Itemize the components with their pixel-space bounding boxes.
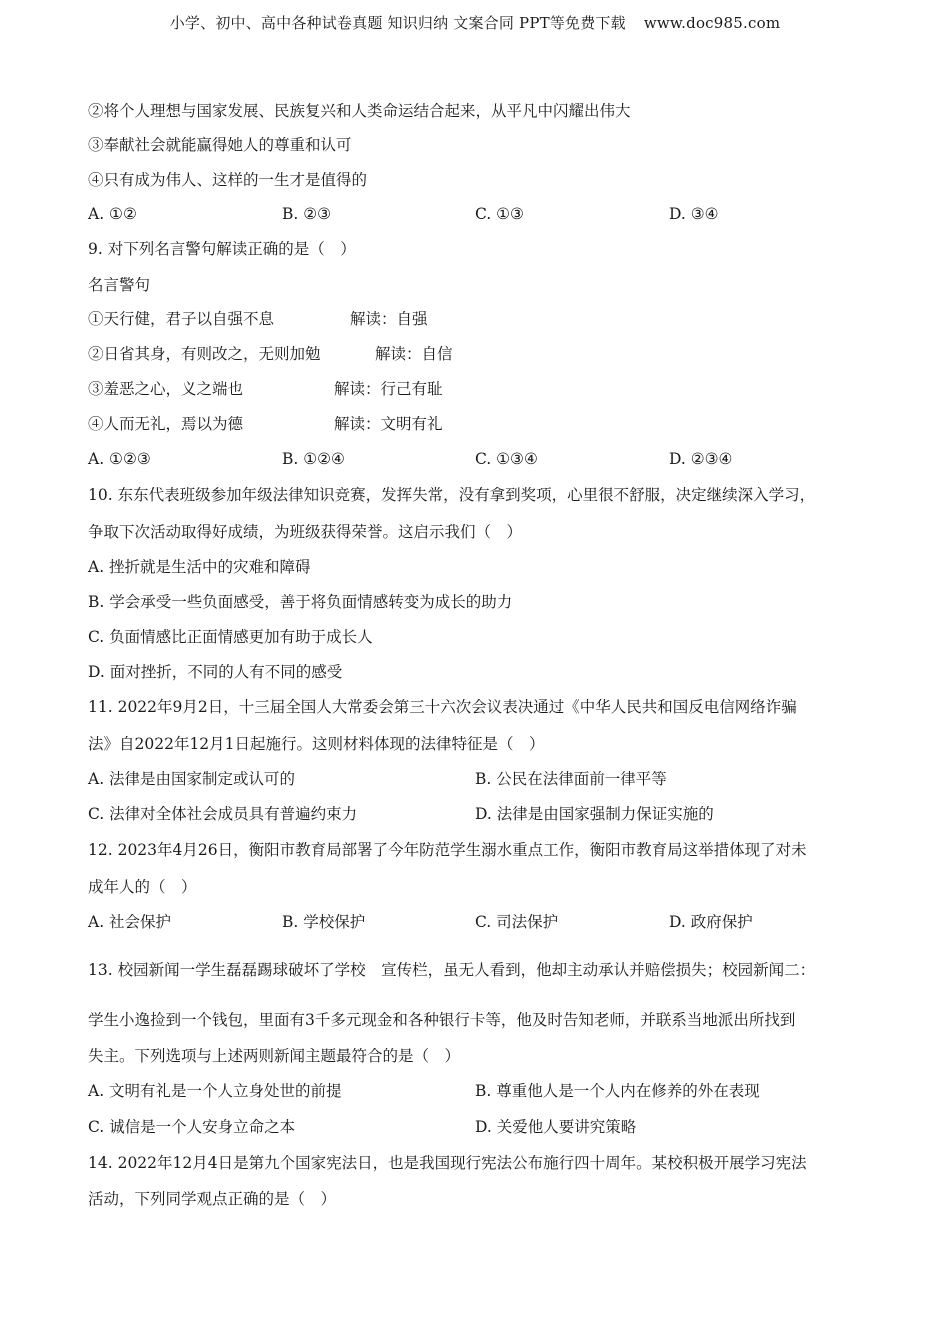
q8-option-b: B. ②③ <box>282 205 332 223</box>
q8-statement-3: ③奉献社会就能赢得她人的尊重和认可 <box>88 136 352 154</box>
q9-reading-1: 解读：自强 <box>350 310 428 328</box>
q12-option-d: D. 政府保护 <box>669 913 753 931</box>
q12-option-c: C. 司法保护 <box>475 913 559 931</box>
q12-stem-line-1: 12. 2023年4月26日，衡阳市教育局部署了今年防范学生溺水重点工作，衡阳市教育局这举措体现了对未 <box>88 841 807 859</box>
q13-option-a: A. 文明有礼是一个人立身处世的前提 <box>88 1082 342 1100</box>
q11-option-c: C. 法律对全体社会成员具有普遍约束力 <box>88 805 358 823</box>
q9-quote-4: ④人而无礼，焉以为德 <box>88 415 244 433</box>
header-left-text: 小学、初中、高中各种试卷真题 知识归纳 文案合同 PPT等免费下载 <box>169 14 626 32</box>
q13-stem-line-3: 失主。下列选项与上述两则新闻主题最符合的是（ ） <box>88 1047 461 1065</box>
q10-option-a: A. 挫折就是生活中的灾难和障碍 <box>88 558 311 576</box>
q11-option-b: B. 公民在法律面前一律平等 <box>475 770 667 788</box>
q12-stem-line-2: 成年人的（ ） <box>88 878 197 896</box>
q14-stem-line-1: 14. 2022年12月4日是第九个国家宪法日，也是我国现行宪法公布施行四十周年。某校积极开展学习宪法 <box>88 1154 807 1172</box>
q8-option-a: A. ①② <box>88 205 137 223</box>
q10-stem-line-1: 10. 东东代表班级参加年级法律知识竞赛，发挥失常，没有拿到奖项，心里很不舒服，决定继续深入学习， <box>88 486 816 504</box>
q12-option-b: B. 学校保护 <box>282 913 366 931</box>
q11-stem-line-1: 11. 2022年9月2日，十三届全国人大常委会第三十六次会议表决通过《中华人民共和国反电信网络诈骗 <box>88 698 797 716</box>
q12-option-a: A. 社会保护 <box>88 913 172 931</box>
q11-stem-line-2: 法》自2022年12月1日起施行。这则材料体现的法律特征是（ ） <box>88 735 545 753</box>
q13-stem-line-2: 学生小逸捡到一个钱包，里面有3千多元现金和各种银行卡等，他及时告知老师，并联系当地派出所找到 <box>88 1011 796 1029</box>
q10-stem-line-2: 争取下次活动取得好成绩，为班级获得荣誉。这启示我们（ ） <box>88 523 523 541</box>
q9-option-b: B. ①②④ <box>282 450 345 468</box>
q9-stem: 9. 对下列名言警句解读正确的是（ ） <box>88 240 356 258</box>
q8-statement-4: ④只有成为伟人、这样的一生才是值得的 <box>88 171 368 189</box>
q10-option-d: D. 面对挫折，不同的人有不同的感受 <box>88 663 343 681</box>
q11-option-d: D. 法律是由国家强制力保证实施的 <box>475 805 714 823</box>
header-website: www.doc985.com <box>643 14 781 32</box>
q13-option-b: B. 尊重他人是一个人内在修养的外在表现 <box>475 1082 760 1100</box>
q9-quote-1: ①天行健，君子以自强不息 <box>88 310 275 328</box>
q8-statement-2: ②将个人理想与国家发展、民族复兴和人类命运结合起来，从平凡中闪耀出伟大 <box>88 102 631 120</box>
q13-option-c: C. 诚信是一个人安身立命之本 <box>88 1118 296 1136</box>
q9-reading-4: 解读：文明有礼 <box>334 415 443 433</box>
q10-option-c: C. 负面情感比正面情感更加有助于成长人 <box>88 628 373 646</box>
q9-reading-3: 解读：行己有耻 <box>334 380 443 398</box>
q9-reading-2: 解读：自信 <box>375 345 453 363</box>
q14-stem-line-2: 活动，下列同学观点正确的是（ ） <box>88 1190 337 1208</box>
q9-quote-2: ②日省其身，有则改之，无则加勉 <box>88 345 321 363</box>
q9-quote-3: ③羞恶之心，义之端也 <box>88 380 244 398</box>
q8-option-c: C. ①③ <box>475 205 524 223</box>
page-header <box>0 12 950 33</box>
q9-option-a: A. ①②③ <box>88 450 151 468</box>
q10-option-b: B. 学会承受一些负面感受，善于将负面情感转变为成长的助力 <box>88 593 513 611</box>
q11-option-a: A. 法律是由国家制定或认可的 <box>88 770 296 788</box>
q9-table-header: 名言警句 <box>88 276 151 294</box>
q13-stem-line-1: 13. 校园新闻一学生磊磊踢球破坏了学校 宣传栏，虽无人看到，他却主动承认并赔偿损失；校园新闻二： <box>88 961 816 979</box>
q13-option-d: D. 关爱他人要讲究策略 <box>475 1118 637 1136</box>
q9-option-c: C. ①③④ <box>475 450 538 468</box>
q8-option-d: D. ③④ <box>669 205 719 223</box>
q9-option-d: D. ②③④ <box>669 450 733 468</box>
